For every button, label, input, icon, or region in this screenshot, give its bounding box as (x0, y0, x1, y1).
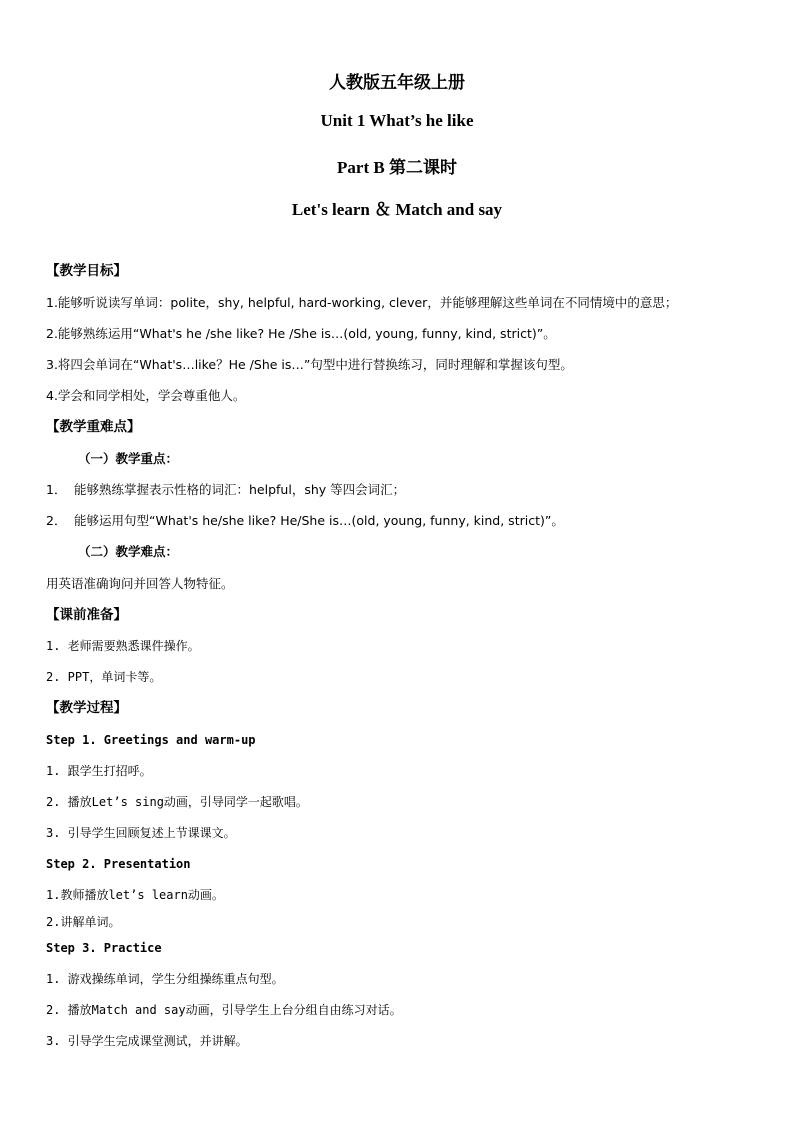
difficulty-text: 用英语准确询问并回答人物特征。 (46, 576, 234, 591)
keypoints-subheading: （一）教学重点： (78, 451, 179, 466)
keypoint-number: 2． (46, 513, 67, 528)
unit-title: Unit 1 What’s he like (320, 111, 474, 130)
objective-item: 4.学会和同学相处，学会尊重他人。 (46, 388, 246, 403)
objective-item: 3.将四会单词在“What's…like？He /She is…”句型中进行替换练习，同时理解和掌握该句型。 (46, 357, 573, 372)
step2-item: 2.讲解单词。 (46, 915, 121, 929)
keypoint-item (46, 482, 405, 498)
step3-item: 1. 游戏操练单词，学生分组操练重点句型。 (46, 972, 284, 986)
lesson-title: Let's learn ＆ Match and say (291, 200, 503, 219)
difficulty-subheading: （二）教学难点： (78, 544, 179, 559)
keypoints-heading: 【教学重难点】 (46, 419, 141, 435)
keypoint-number: 1． (46, 482, 67, 497)
keypoint-text: 能够熟练掌握表示性格的词汇：helpful，shy 等四会词汇； (74, 482, 406, 497)
process-heading: 【教学过程】 (46, 700, 127, 716)
prep-heading: 【课前准备】 (46, 607, 127, 623)
part-title: Part B 第二课时 (337, 158, 457, 177)
step2-item: 1.教师播放let’s learn动画。 (46, 888, 224, 902)
keypoint-item (46, 513, 564, 529)
prep-item: 2. PPT，单词卡等。 (46, 670, 162, 684)
step2-title: Step 2. Presentation (46, 857, 191, 871)
prep-item: 1. 老师需要熟悉课件操作。 (46, 639, 200, 653)
step3-item: 2. 播放Match and say动画，引导学生上台分组自由练习对话。 (46, 1003, 402, 1017)
step3-item: 3. 引导学生完成课堂测试，并讲解。 (46, 1034, 248, 1048)
step1-item: 2. 播放Let’s sing动画，引导同学一起歌唱。 (46, 795, 308, 809)
step1-item: 3. 引导学生回顾复述上节课课文。 (46, 826, 236, 840)
keypoint-text: 能够运用句型“What's he/she like? He/She is…(old, young, funny, kind, strict)”。 (74, 513, 564, 528)
step3-title: Step 3. Practice (46, 941, 162, 955)
objective-item: 2.能够熟练运用“What's he /she like? He /She is…(old, young, funny, kind, strict)”。 (46, 326, 556, 341)
objective-item: 1.能够听说读写单词：polite，shy, helpful, hard-working, clever，并能够理解这些单词在不同情境中的意思； (46, 295, 678, 310)
document-title: 人教版五年级上册 (329, 73, 465, 92)
step1-title: Step 1. Greetings and warm-up (46, 733, 256, 747)
step1-item: 1. 跟学生打招呼。 (46, 764, 152, 778)
objectives-heading: 【教学目标】 (46, 263, 127, 279)
